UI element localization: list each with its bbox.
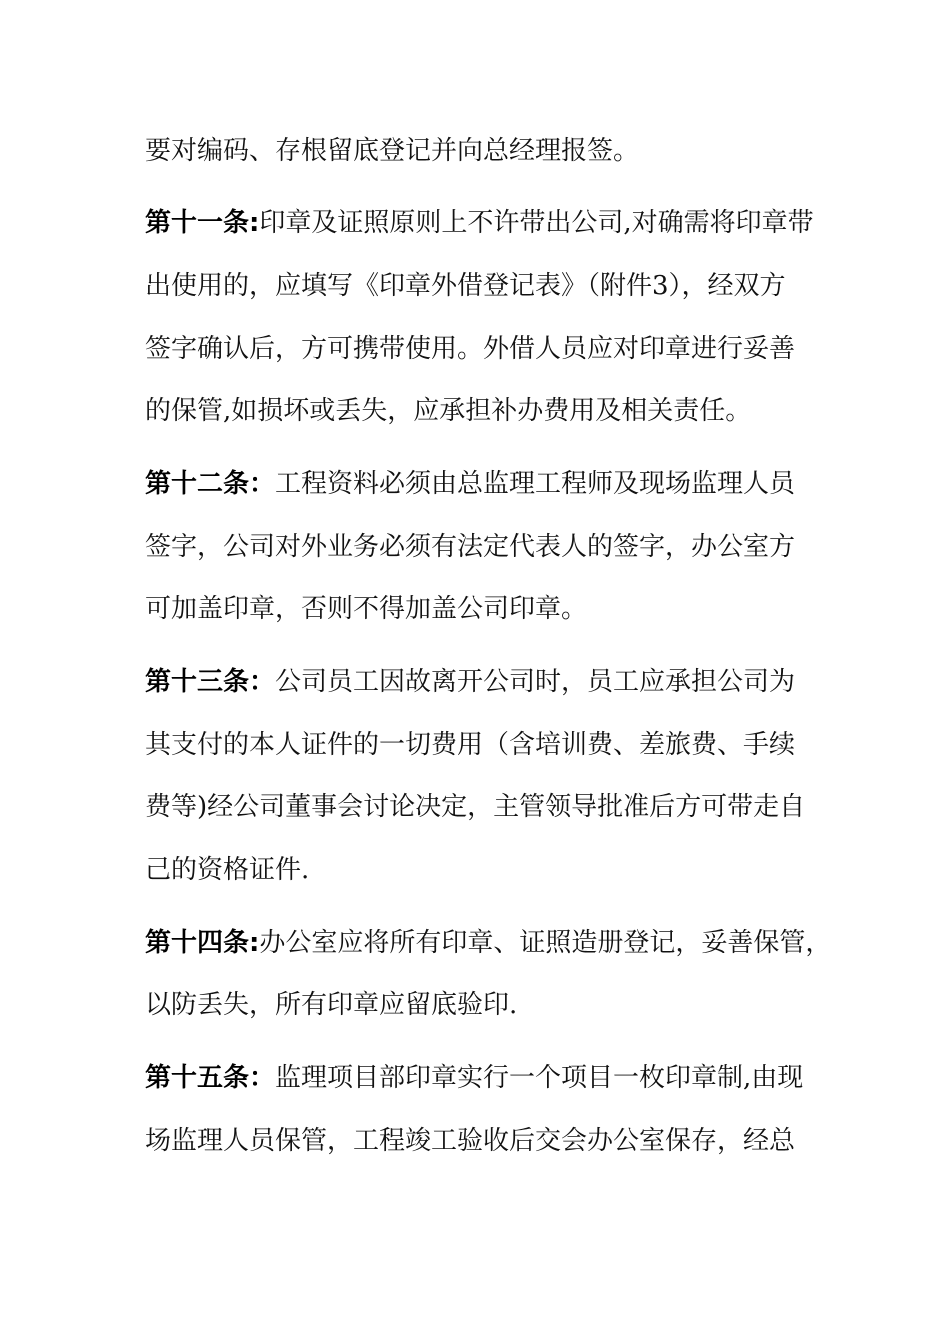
body-text: 签字确认后，方可携带使用。外借人员应对印章进行妥善 (145, 334, 796, 364)
text-line (145, 1126, 795, 1156)
body-text: 场监理人员保管，工程竣工验收后交会办公室保存，经总 (145, 1126, 796, 1156)
text-line (145, 208, 814, 238)
article-heading: 第十五条： (145, 1063, 276, 1093)
body-text: 办公室应将所有印章、证照造册登记，妥善保管， (259, 928, 832, 958)
text-line (145, 271, 786, 301)
body-text: 要对编码、存根留底登记并向总经理报签。 (145, 136, 640, 166)
text-line (145, 334, 795, 364)
text-line (145, 928, 831, 958)
article-heading: 第十四条: (145, 928, 260, 958)
text-line (145, 1063, 803, 1093)
article-heading: 第十二条： (145, 469, 276, 499)
body-text: 以防丢失，所有印章应留底验印. (145, 990, 518, 1020)
body-text: 己的资格证件. (145, 855, 310, 885)
body-text: 的保管,如损坏或丢失，应承担补办费用及相关责任。 (145, 396, 752, 426)
text-line (145, 667, 795, 697)
body-text: 工程资料必须由总监理工程师及现场监理人员 (275, 469, 796, 499)
body-text: 监理项目部印章实行一个项目一枚印章制,由现 (275, 1063, 804, 1093)
text-line (145, 136, 639, 166)
body-text: 公司员工因故离开公司时，员工应承担公司为 (275, 667, 796, 697)
body-text: 出使用的，应填写《印章外借登记表》（附件3），经双方 (145, 271, 786, 301)
text-line (145, 594, 587, 624)
body-text: 费等)经公司董事会讨论决定，主管领导批准后方可带走自 (145, 792, 806, 822)
text-line (145, 792, 805, 822)
text-line (145, 730, 795, 760)
text-line (145, 532, 795, 562)
article-heading: 第十一条: (145, 208, 260, 238)
article-heading: 第十三条： (145, 667, 276, 697)
body-text: 可加盖印章，否则不得加盖公司印章。 (145, 594, 588, 624)
body-text: 印章及证照原则上不许带出公司,对确需将印章带 (259, 208, 814, 238)
text-line (145, 396, 751, 426)
text-line (145, 990, 517, 1020)
body-text: 签字，公司对外业务必须有法定代表人的签字，办公室方 (145, 532, 796, 562)
text-line (145, 855, 309, 885)
text-line (145, 469, 795, 499)
body-text: 其支付的本人证件的一切费用（含培训费、差旅费、手续 (145, 730, 796, 760)
